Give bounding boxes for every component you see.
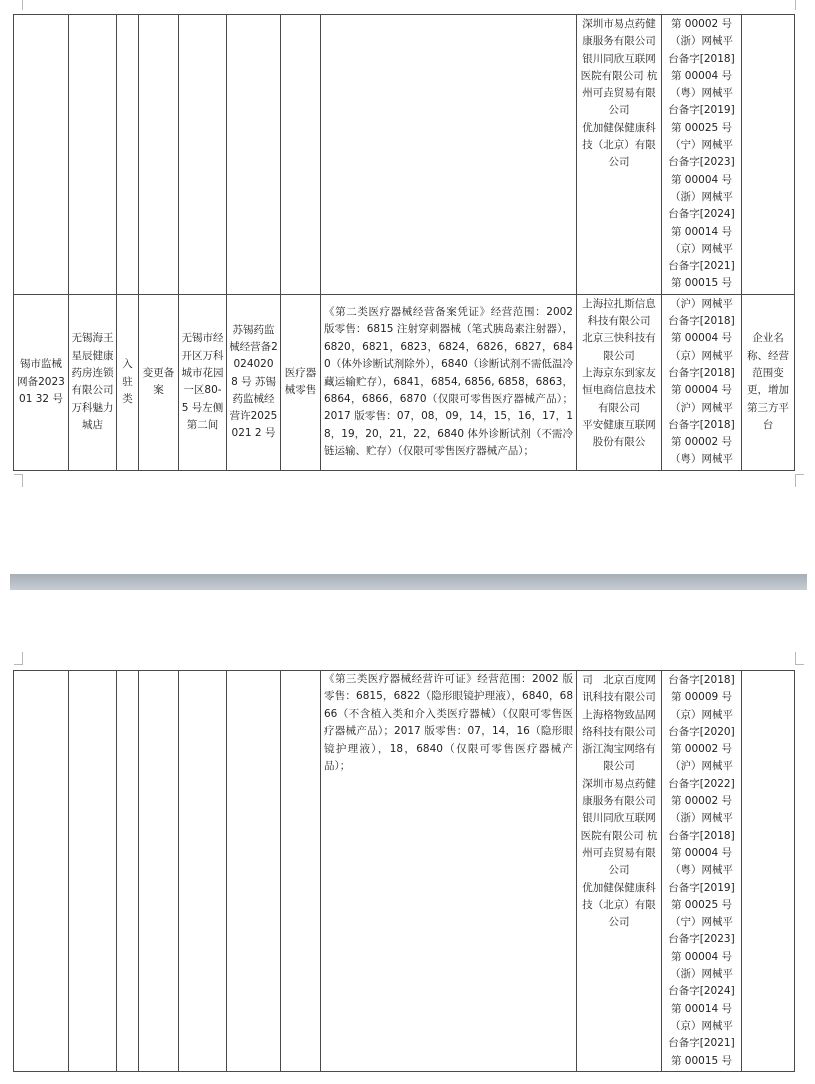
record-number-line: 台备字[2018] xyxy=(668,366,735,379)
record-number-line: 台备字[2018] xyxy=(668,52,735,65)
margin-mark xyxy=(795,652,804,665)
record-number-line: 台备字[2023] xyxy=(668,156,735,169)
record-number-line: （京）网械平 xyxy=(670,708,733,721)
category-cell: 入驻类 xyxy=(117,294,139,470)
record-number-line: 第 00004 号 xyxy=(670,69,733,82)
record-number-line: 第 00025 号 xyxy=(670,898,733,911)
record-number-line: 第 00002 号 xyxy=(670,436,733,449)
platform-cell: 司 北京百度网讯科技有限公司 上海格物致品网络科技有限公司浙江淘宝网络有限公司 深圳市易点药健康服务有限公司银川同欣互联网医院有限公司 杭州可垚贸易有限公司 优加健保健康科技（北京）有限公司 xyxy=(577,671,662,1072)
record-number-line: 台备字[2019] xyxy=(668,104,735,117)
record-number-line: 第 00014 号 xyxy=(670,1002,733,1015)
business-type-cell xyxy=(281,15,321,295)
page-separator xyxy=(10,574,807,590)
record-number-line: 第 00015 号 xyxy=(670,277,733,290)
record-number-line: 第 00004 号 xyxy=(670,846,733,859)
record-number-line: 台备字[2018] xyxy=(668,418,735,431)
address-cell xyxy=(179,671,227,1072)
record-number-line: 第 00025 号 xyxy=(670,121,733,134)
record-number-line: （浙）网械平 xyxy=(670,190,733,203)
platform-record-cell xyxy=(662,294,742,470)
margin-mark xyxy=(14,0,23,10)
record-number-line: 第 00004 号 xyxy=(670,950,733,963)
platform-cell: 深圳市易点药健康服务有限公司银川同欣互联网医院有限公司 杭州可垚贸易有限公司 优加健保健康科技（北京）有限公司 xyxy=(577,15,662,295)
action-cell xyxy=(139,15,179,295)
record-number-line: （浙）网械平 xyxy=(670,968,733,981)
record-number-line: （粤）网械平 xyxy=(670,453,733,466)
record-number-line: 第 00004 号 xyxy=(670,384,733,397)
margin-mark xyxy=(14,474,23,487)
record-number-line: （沪）网械平 xyxy=(670,297,733,310)
action-cell: 变更备案 xyxy=(139,294,179,470)
business-type-cell: 医疗器械零售 xyxy=(281,294,321,470)
record-number-line: 台备字[2020] xyxy=(668,725,735,738)
record-number-line: （粤）网械平 xyxy=(670,87,733,100)
record-number-line: （宁）网械平 xyxy=(670,139,733,152)
record-number-line: 台备字[2023] xyxy=(668,933,735,946)
platform-record-cell xyxy=(662,671,742,1072)
note-cell xyxy=(742,15,795,295)
action-cell xyxy=(139,671,179,1072)
table-row xyxy=(14,15,795,295)
category-cell xyxy=(117,671,139,1072)
record-number-line: （浙）网械平 xyxy=(670,35,733,48)
scope-cell: 《第三类医疗器械经营许可证》经营范围：2002 版零售：6815，6822（隐形眼镜护理液），6840，6866（不含植入类和介入类医疗器械）（仅限可零售医疗器械产品）；2017 版零售：07，14，16（隐形眼镜护理液），18，6840（仅限可零售医疗器械产品）； xyxy=(321,671,577,1072)
record-number-line: （沪）网械平 xyxy=(670,401,733,414)
platform-record-cell xyxy=(662,15,742,295)
record-number-line: 第 00004 号 xyxy=(670,173,733,186)
category-cell xyxy=(117,15,139,295)
record-number-line: 台备字[2022] xyxy=(668,777,735,790)
company-cell xyxy=(69,15,117,295)
record-number-line: 台备字[2024] xyxy=(668,208,735,221)
record-number-line: 第 00015 号 xyxy=(670,1054,733,1067)
record-number-line: （京）网械平 xyxy=(670,1019,733,1032)
record-number-line: （宁）网械平 xyxy=(670,916,733,929)
record-number-line: 第 00014 号 xyxy=(670,225,733,238)
record-table-page-1 xyxy=(13,14,795,471)
margin-mark xyxy=(795,0,804,10)
license-cell xyxy=(227,15,281,295)
record-number-line: 台备字[2018] xyxy=(668,829,735,842)
address-cell xyxy=(179,15,227,295)
company-cell: 无锡海王星辰健康药房连锁有限公司万科魅力城店 xyxy=(69,294,117,470)
license-cell: 苏锡药监械经营备2024020 8 号 苏锡药监械经营许2025021 2 号 xyxy=(227,294,281,470)
table-row xyxy=(14,671,795,1072)
business-type-cell xyxy=(281,671,321,1072)
record-no-cell: 锡市监械网备202301 32 号 xyxy=(14,294,69,470)
company-cell xyxy=(69,671,117,1072)
record-number-line: （沪）网械平 xyxy=(670,760,733,773)
record-number-line: 台备字[2021] xyxy=(668,260,735,273)
record-number-line: 台备字[2021] xyxy=(668,1037,735,1050)
record-number-line: 第 00009 号 xyxy=(670,691,733,704)
scope-cell xyxy=(321,15,577,295)
record-table-page-2 xyxy=(13,670,795,1072)
record-number-line: 台备字[2018] xyxy=(668,674,735,686)
margin-mark xyxy=(795,474,804,487)
address-cell: 无锡市经开区万科城市花园一区80-5 号左侧第二间 xyxy=(179,294,227,470)
table-row xyxy=(14,294,795,470)
record-number-line: 台备字[2019] xyxy=(668,881,735,894)
record-number-line: （京）网械平 xyxy=(670,242,733,255)
record-number-line: 第 00004 号 xyxy=(670,332,733,345)
record-no-cell xyxy=(14,15,69,295)
record-number-line: （浙）网械平 xyxy=(670,812,733,825)
record-number-line: 第 00002 号 xyxy=(670,743,733,756)
record-number-line: （京）网械平 xyxy=(670,349,733,362)
record-no-cell xyxy=(14,671,69,1072)
record-number-line: 台备字[2024] xyxy=(668,985,735,998)
record-number-line: 第 00002 号 xyxy=(670,18,733,30)
margin-mark xyxy=(14,652,23,665)
platform-cell: 上海拉扎斯信息科技有限公司 北京三快科技有限公司 上海京东到家友恒电商信息技术有限公司 平安健康互联网股份有限公 xyxy=(577,294,662,470)
license-cell xyxy=(227,671,281,1072)
record-number-line: 第 00002 号 xyxy=(670,795,733,808)
note-cell xyxy=(742,671,795,1072)
scope-cell: 《第二类医疗器械经营备案凭证》经营范围：2002 版零售：6815 注射穿刺器械（笔式胰岛素注射器），6820，6821，6823，6824，6826，6827，6840（体外诊断试剂除外），6840（诊断试剂不需低温冷藏运输贮存），6841，6854, 6856, 6858，6863，6864，6866，6870（仅限可零售医疗器械产品）；2017 版零售：07，08，09，14，15，16，17，18，19，20，21，22，6840 体外诊断试剂（不需冷链运输、贮存）（仅限可零售医疗器械产品）； xyxy=(321,294,577,470)
record-number-line: （粤）网械平 xyxy=(670,864,733,877)
note-cell: 企业名称、经营范围变更，增加第三方平台 xyxy=(742,294,795,470)
record-number-line: 台备字[2018] xyxy=(668,315,735,328)
